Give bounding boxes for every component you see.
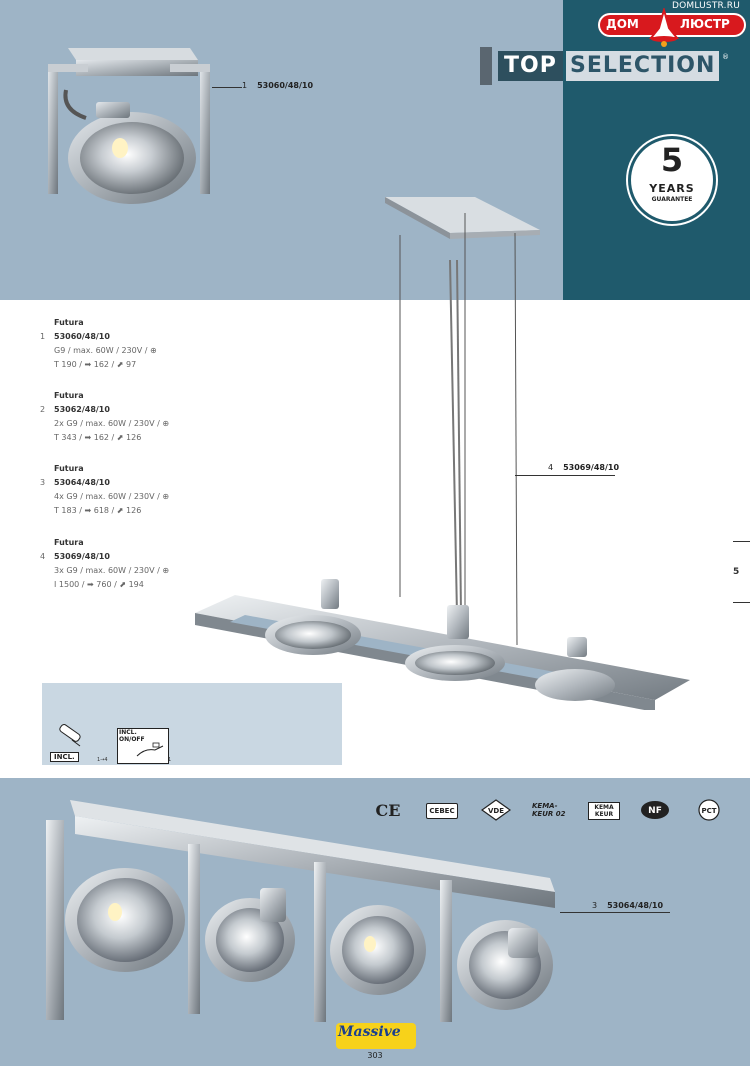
callout-3-code: 53064/48/10 xyxy=(607,901,664,910)
product-name: Futura xyxy=(54,538,84,547)
guarantee-number: 5 xyxy=(660,141,684,179)
massive-logo-text: Massive xyxy=(338,1024,401,1040)
guarantee-years: YEARS xyxy=(649,182,695,195)
vde-text: VDE xyxy=(487,807,505,815)
on-off-count: 1 xyxy=(168,757,172,763)
logo-word-1: ДОМ xyxy=(606,17,639,31)
banner-top: TOP xyxy=(498,51,563,81)
switch-hand-icon xyxy=(135,740,165,760)
nf-text: NF xyxy=(648,806,662,816)
kema-02-icon: KEMA-KEUR 02 xyxy=(532,802,566,818)
banner-selection: SELECTION xyxy=(566,51,719,81)
page-marker: 5 xyxy=(733,567,740,577)
logo-word-2: ЛЮСТР xyxy=(680,17,730,31)
on-off-label-line1: INCL. xyxy=(119,729,137,736)
pct-icon xyxy=(694,800,724,820)
callout-3 xyxy=(592,901,663,910)
product-code: 53064/48/10 xyxy=(54,478,110,487)
product-dimensions: T 183 / ➡ 618 / ⬈ 126 xyxy=(54,506,142,515)
kema-keur-icon: KEMA KEUR xyxy=(588,802,620,820)
lamp-logo-icon xyxy=(647,8,681,48)
guarantee-label: GUARANTEE xyxy=(651,196,693,203)
product-spec: 3x G9 / max. 60W / 230V / ⊕ xyxy=(54,566,170,575)
product-entry xyxy=(40,462,300,518)
page-marker-line-bottom xyxy=(733,602,750,603)
product-name: Futura xyxy=(54,391,84,400)
callout-line-3 xyxy=(560,912,670,913)
page-number: 303 xyxy=(367,1051,383,1060)
product-name: Futura xyxy=(54,318,84,327)
product-spec: 2x G9 / max. 60W / 230V / ⊕ xyxy=(54,419,170,428)
product-code: 53060/48/10 xyxy=(54,332,110,341)
callout-4-code: 53069/48/10 xyxy=(563,463,620,472)
product-dimensions: T 190 / ➡ 162 / ⬈ 97 xyxy=(54,360,137,369)
callout-1-index: 1 xyxy=(242,81,248,90)
callout-1 xyxy=(242,81,313,90)
product-code: 53069/48/10 xyxy=(54,552,110,561)
callout-1-code: 53060/48/10 xyxy=(257,81,314,90)
product-index: 3 xyxy=(40,478,46,487)
cebec-icon: CEBEC xyxy=(426,803,458,819)
callout-line-1 xyxy=(212,87,242,88)
product-index: 2 xyxy=(40,405,46,414)
incl-count: 1→4 xyxy=(97,757,108,763)
product-dimensions: I 1500 / ➡ 760 / ⬈ 194 xyxy=(54,580,144,589)
product-spec: G9 / max. 60W / 230V / ⊕ xyxy=(54,346,157,355)
incl-label: INCL. xyxy=(50,752,79,762)
callout-4 xyxy=(548,463,619,472)
product-entry xyxy=(40,389,300,445)
product-dimensions: T 343 / ➡ 162 / ⬈ 126 xyxy=(54,433,142,442)
on-off-label-line2: ON/OFF xyxy=(119,736,145,743)
product-spec: 4x G9 / max. 60W / 230V / ⊕ xyxy=(54,492,170,501)
product-name: Futura xyxy=(54,464,84,473)
vde-icon xyxy=(480,800,512,820)
product-photo-53064 xyxy=(40,800,560,1022)
logo-site-text[interactable]: DOMLUSTR.RU xyxy=(672,1,740,11)
callout-4-index: 4 xyxy=(548,463,554,472)
callout-3-index: 3 xyxy=(592,901,598,910)
pct-text: PCT xyxy=(701,807,717,815)
product-entry xyxy=(40,536,300,592)
product-entry xyxy=(40,316,300,372)
callout-line-4 xyxy=(515,475,615,476)
product-code: 53062/48/10 xyxy=(54,405,110,414)
banner-accent xyxy=(480,47,492,85)
banner-registered-mark: ® xyxy=(722,53,729,61)
page-marker-line-top xyxy=(733,541,750,542)
ce-icon: CE xyxy=(375,800,401,820)
nf-icon xyxy=(640,800,670,820)
product-index: 4 xyxy=(40,552,46,561)
product-photo-53069 xyxy=(195,185,695,710)
product-index: 1 xyxy=(40,332,46,341)
